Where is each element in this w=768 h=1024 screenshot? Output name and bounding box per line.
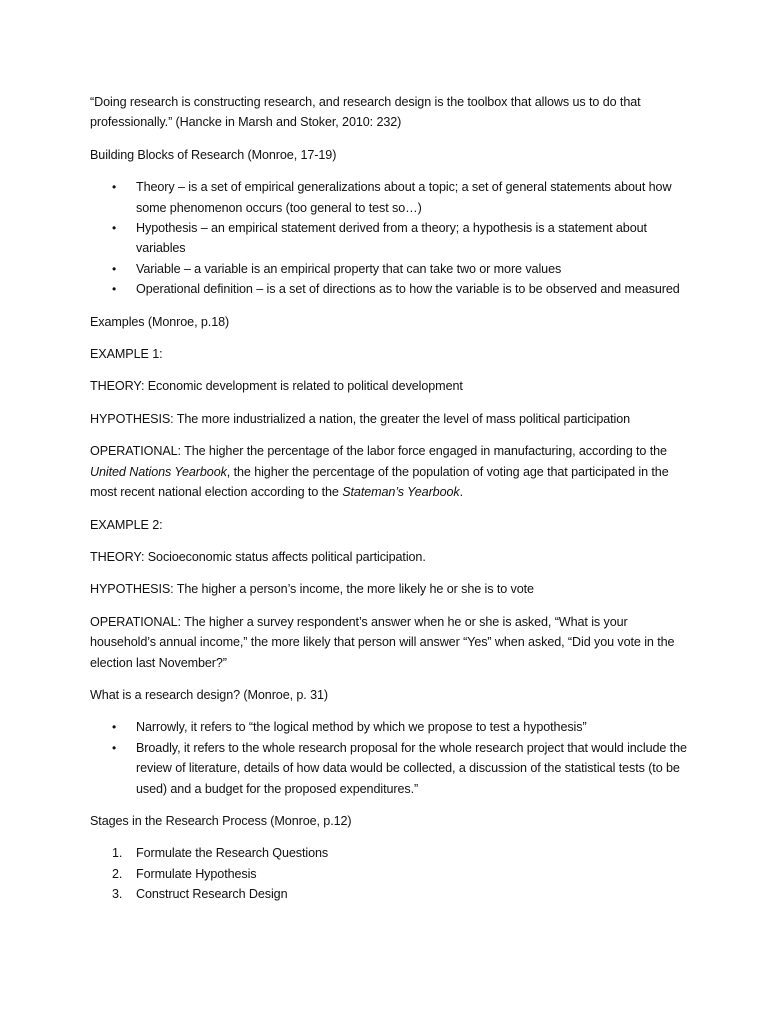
list-number: 1.	[112, 846, 123, 861]
research-design-heading: What is a research design? (Monroe, p. 31)	[90, 687, 328, 702]
example-1-theory	[90, 376, 690, 396]
bullet-icon: •	[112, 282, 117, 297]
example-1-title: EXAMPLE 1:	[90, 347, 163, 362]
example-2-title: EXAMPLE 2:	[90, 517, 163, 532]
operational-text: The higher the percentage of the labor force engaged in manufacturing, according to the	[180, 444, 667, 459]
list-item-text: Theory – is a set of empirical generalizations about a topic; a set of general statements about how some phenomenon occurs (too general to test so…)	[136, 180, 672, 215]
document-page	[90, 92, 690, 917]
bullet-icon: •	[112, 221, 117, 236]
research-design-list	[90, 717, 690, 799]
list-item	[90, 259, 690, 279]
list-number: 3.	[112, 887, 123, 902]
list-item-text: Formulate the Research Questions	[136, 846, 329, 861]
list-item-text: Hypothesis – an empirical statement derived from a theory; a hypothesis is a statement about variables	[136, 221, 647, 256]
bullet-icon: •	[112, 720, 117, 735]
list-item-text: Variable – a variable is an empirical property that can take two or more values	[136, 261, 562, 276]
example-1-hypothesis	[90, 409, 690, 429]
list-item-text: Formulate Hypothesis	[136, 866, 257, 881]
building-blocks-heading: Building Blocks of Research (Monroe, 17-19)	[90, 147, 337, 162]
list-item-text: Construct Research Design	[136, 887, 288, 902]
source-title: Stateman’s Yearbook	[342, 485, 460, 500]
list-item	[90, 738, 690, 799]
opening-quote	[90, 92, 690, 133]
operational-text: .	[459, 485, 463, 500]
list-item-text: Operational definition – is a set of directions as to how the variable is to be observed and measured	[136, 282, 680, 297]
example-2-hypothesis	[90, 579, 690, 599]
example-2-theory	[90, 547, 690, 567]
list-item-text: Narrowly, it refers to “the logical method by which we propose to test a hypothesis”	[136, 720, 587, 735]
hypothesis-label: HYPOTHESIS:	[90, 411, 174, 426]
theory-label: THEORY:	[90, 379, 145, 394]
stages-list	[90, 843, 690, 904]
source-title: United Nations Yearbook	[90, 464, 227, 479]
list-item	[90, 218, 690, 259]
list-item	[90, 884, 690, 904]
list-item	[90, 717, 690, 737]
bullet-icon: •	[112, 261, 117, 276]
list-number: 2.	[112, 866, 123, 881]
example-1-operational	[90, 441, 690, 502]
theory-text: Socioeconomic status affects political participation.	[144, 549, 426, 564]
building-blocks-list	[90, 177, 690, 299]
hypothesis-text: The more industrialized a nation, the greater the level of mass political participation	[173, 411, 631, 426]
list-item-text: Broadly, it refers to the whole research proposal for the whole research project that would include the review of literature, details of how data would be collected, a discussion of the statistical tests (to be used) and a budget for the proposed expenditures.”	[136, 740, 687, 796]
hypothesis-label: HYPOTHESIS:	[90, 582, 174, 597]
bullet-icon: •	[112, 740, 117, 755]
stages-heading: Stages in the Research Process (Monroe, p.12)	[90, 813, 352, 828]
example-2-operational	[90, 612, 690, 673]
theory-label: THEORY:	[90, 549, 145, 564]
theory-text: Economic development is related to political development	[144, 379, 463, 394]
examples-heading: Examples (Monroe, p.18)	[90, 314, 230, 329]
list-item	[90, 864, 690, 884]
operational-label: OPERATIONAL:	[90, 614, 181, 629]
list-item	[90, 177, 690, 218]
quote-line-2: professionally.” (Hancke in Marsh and Stoker, 2010: 232)	[90, 115, 402, 130]
list-item	[90, 843, 690, 863]
operational-text: The higher a survey respondent’s answer when he or she is asked, “What is your household’s annual income,” the more likely that person will answer “Yes” when asked, “Did you vote in the election last November?”	[90, 614, 675, 670]
bullet-icon: •	[112, 180, 117, 195]
list-item	[90, 279, 690, 299]
operational-text: , the higher the percentage of the population of voting age that participated in the most recent national election according to the	[90, 464, 669, 500]
quote-line-1: “Doing research is constructing research, and research design is the toolbox that allows us to do that	[90, 95, 641, 109]
operational-label: OPERATIONAL:	[90, 444, 181, 459]
hypothesis-text: The higher a person’s income, the more likely he or she is to vote	[173, 582, 534, 597]
